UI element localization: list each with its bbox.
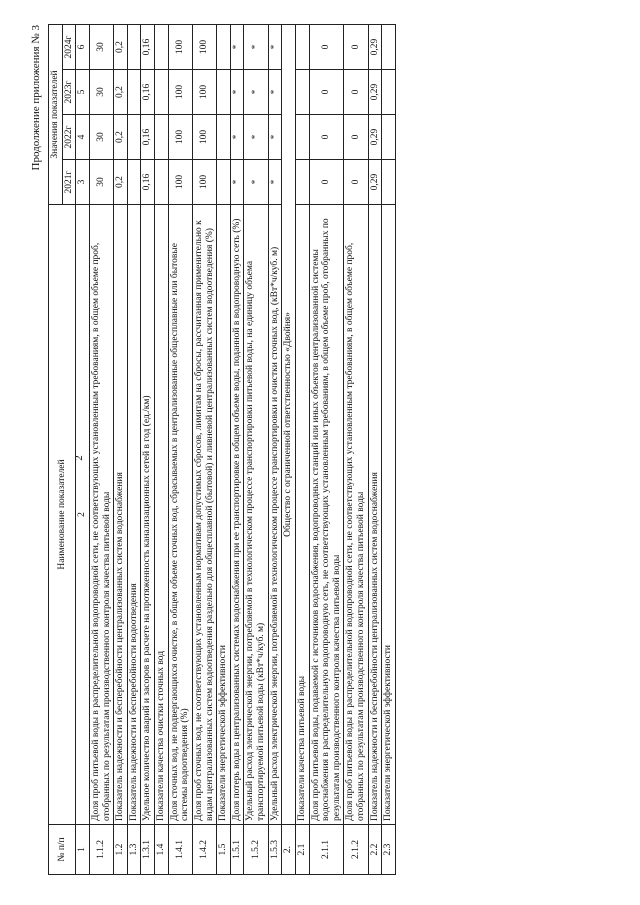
col-name-header: Наименование показателей — [49, 205, 76, 825]
row-number: 1.5.2 — [244, 825, 268, 875]
continuation-note: Продолжение приложения № 3 — [30, 25, 42, 171]
row-value: 0 — [344, 160, 368, 205]
index-cell: 3 — [76, 160, 90, 205]
row-value: 30 — [89, 25, 113, 70]
row-name: Доля проб питьевой воды, подаваемой с источников водоснабжения, водопроводных станций или иных объектов централизованной системы водоснабжения в распределительную водопроводную сеть, не соответствующих установленным требованиям, в общем объеме проб, отобранных по результатам производственного контроля качества питьевой воды — [309, 205, 344, 825]
row-value: 0 — [344, 25, 368, 70]
row-value: 0 — [309, 115, 344, 160]
row-value: 100 — [192, 115, 216, 160]
row-number: 1.5.1 — [230, 825, 244, 875]
row-value: 100 — [192, 25, 216, 70]
table-row — [217, 25, 231, 875]
table-row — [282, 25, 296, 875]
row-value: * — [230, 160, 244, 205]
row-name: Удельный расход электрической энергии, потребляемой в технологическом процессе транспортировки и очистки сточных вод, (кВт*ч/куб. м) — [268, 205, 282, 825]
row-value — [155, 115, 169, 160]
index-cell: 2 — [76, 205, 90, 825]
table-row — [309, 25, 344, 875]
table-row — [230, 25, 244, 875]
row-name: Доля сточных вод, не подвергающихся очистке, в общем объеме сточных вод, сбрасываемых в централизованные общесплавные или бытовые системы водоотведения (%) — [168, 205, 192, 825]
row-value: 0 — [309, 70, 344, 115]
row-number: 1.5.3 — [268, 825, 282, 875]
row-value: 0,29 — [368, 115, 382, 160]
row-value: * — [268, 160, 282, 205]
row-value — [155, 160, 169, 205]
index-cell: 6 — [76, 25, 90, 70]
row-value: * — [268, 115, 282, 160]
row-name: Показатели энергетической эффективности — [382, 205, 396, 825]
row-value — [382, 115, 396, 160]
row-value: 30 — [89, 115, 113, 160]
year-header: 2024г — [62, 25, 76, 70]
year-header: 2023г — [62, 70, 76, 115]
row-value: * — [244, 70, 268, 115]
row-name: Доля проб сточных вод, не соответствующих установленным нормативам допустимых сбросов, лимитам на сбросы, рассчитанная применительно к видам централизованных систем водоотведения раздельно для общесплавной (бытовой) и ливневой централизованных систем водоотведения (%) — [192, 205, 216, 825]
row-number: 1.3.1 — [141, 825, 155, 875]
row-number: 1.4.1 — [168, 825, 192, 875]
table-row — [368, 25, 382, 875]
row-name: Удельный расход электрической энергии, потребляемой в технологическом процессе транспортировки питьевой воды, на единицу объема транспортируемой питьевой воды (кВт*ч/куб. м) — [244, 205, 268, 825]
table-row — [114, 25, 128, 875]
row-number: 2.1.1 — [309, 825, 344, 875]
row-name: Удельное количество аварий и засоров в расчете на протяженность канализационных сетей в год (ед./км) — [141, 205, 155, 825]
row-number: 2.2 — [368, 825, 382, 875]
row-value: * — [230, 25, 244, 70]
table-row — [127, 25, 141, 875]
row-value: * — [244, 115, 268, 160]
row-name: Доля проб питьевой воды в распределительной водопроводной сети, не соответствующих установленным требованиям, в общем объеме проб, отобранных по результатам производственного контроля качества питьевой воды — [344, 205, 368, 825]
row-value — [295, 25, 309, 70]
row-value: 0 — [309, 160, 344, 205]
row-value — [127, 70, 141, 115]
row-value: * — [230, 70, 244, 115]
row-value — [217, 25, 231, 70]
page-number: 2 — [72, 455, 85, 461]
section-title: Общество с ограниченной ответственностью «Двойня» — [282, 25, 296, 825]
row-value: 0 — [344, 115, 368, 160]
row-value — [295, 70, 309, 115]
row-value: 0,16 — [141, 115, 155, 160]
indicators-table — [48, 24, 396, 875]
row-name: Показатель надежности и бесперебойности централизованных систем водоснабжения — [368, 205, 382, 825]
table-row — [344, 25, 368, 875]
row-value: 30 — [89, 70, 113, 115]
col-values-header: Значения показателей — [49, 25, 63, 205]
row-value — [217, 115, 231, 160]
table-row — [168, 25, 192, 875]
row-value — [382, 70, 396, 115]
row-value: 0,2 — [114, 25, 128, 70]
table-row — [141, 25, 155, 875]
row-value — [217, 70, 231, 115]
row-value — [295, 160, 309, 205]
row-name: Показатели качества очистки сточных вод — [155, 205, 169, 825]
row-value: 0,2 — [114, 115, 128, 160]
row-value: * — [268, 25, 282, 70]
table-row — [244, 25, 268, 875]
row-value: * — [230, 115, 244, 160]
row-value: 0,2 — [114, 160, 128, 205]
row-value: 0,16 — [141, 70, 155, 115]
row-value: 0,29 — [368, 25, 382, 70]
row-number: 1.4 — [155, 825, 169, 875]
table-row — [268, 25, 282, 875]
row-value: 0,16 — [141, 25, 155, 70]
row-number: 1.2 — [114, 825, 128, 875]
row-value: 100 — [192, 70, 216, 115]
table-row — [155, 25, 169, 875]
row-value: 0,29 — [368, 70, 382, 115]
row-name: Показатель надежности и бесперебойности централизованных систем водоснабжения — [114, 205, 128, 825]
row-number: 2.3 — [382, 825, 396, 875]
row-value: 100 — [168, 70, 192, 115]
row-value: 100 — [168, 25, 192, 70]
index-cell: 4 — [76, 115, 90, 160]
row-value: 0,29 — [368, 160, 382, 205]
row-value — [382, 25, 396, 70]
row-value — [217, 160, 231, 205]
row-value — [127, 115, 141, 160]
row-name: Доля потерь воды в централизованных системах водоснабжения при ее транспортировке в общем объеме воды, поданной в водопроводную сеть (%) — [230, 205, 244, 825]
row-value: * — [244, 160, 268, 205]
row-value: 100 — [168, 160, 192, 205]
year-header: 2022г — [62, 115, 76, 160]
row-value: 100 — [192, 160, 216, 205]
row-value: 0,16 — [141, 160, 155, 205]
row-value: 0,2 — [114, 70, 128, 115]
row-value — [127, 25, 141, 70]
year-header: 2021г — [62, 160, 76, 205]
row-value — [155, 70, 169, 115]
table-row — [295, 25, 309, 875]
table-body — [89, 25, 395, 875]
table-row — [89, 25, 113, 875]
row-value: 0 — [309, 25, 344, 70]
row-number: 1.3 — [127, 825, 141, 875]
col-num-header: № п/п — [49, 825, 76, 875]
index-cell: 5 — [76, 70, 90, 115]
row-name: Показатель надежности и бесперебойности водоотведения — [127, 205, 141, 825]
row-value: * — [268, 70, 282, 115]
row-value: 100 — [168, 115, 192, 160]
row-number: 2.1 — [295, 825, 309, 875]
row-value — [155, 25, 169, 70]
row-value: 0 — [344, 70, 368, 115]
row-number: 1.1.2 — [89, 825, 113, 875]
row-name: Показатели энергетической эффективности — [217, 205, 231, 825]
row-number: 1.5 — [217, 825, 231, 875]
row-name: Доля проб питьевой воды в распределительной водопроводной сети, не соответствующих установленным требованиям, в общем объеме проб, отобранных по результатам производственного контроля качества питьевой воды — [89, 205, 113, 825]
rotated-page — [30, 25, 396, 875]
table-row — [192, 25, 216, 875]
row-value: 30 — [89, 160, 113, 205]
row-value — [382, 160, 396, 205]
table-row — [382, 25, 396, 875]
row-value — [127, 160, 141, 205]
row-value: * — [244, 25, 268, 70]
row-number: 2. — [282, 825, 296, 875]
index-cell: 1 — [76, 825, 90, 875]
row-value — [295, 115, 309, 160]
row-number: 2.1.2 — [344, 825, 368, 875]
row-number: 1.4.2 — [192, 825, 216, 875]
row-name: Показатели качества питьевой воды — [295, 205, 309, 825]
